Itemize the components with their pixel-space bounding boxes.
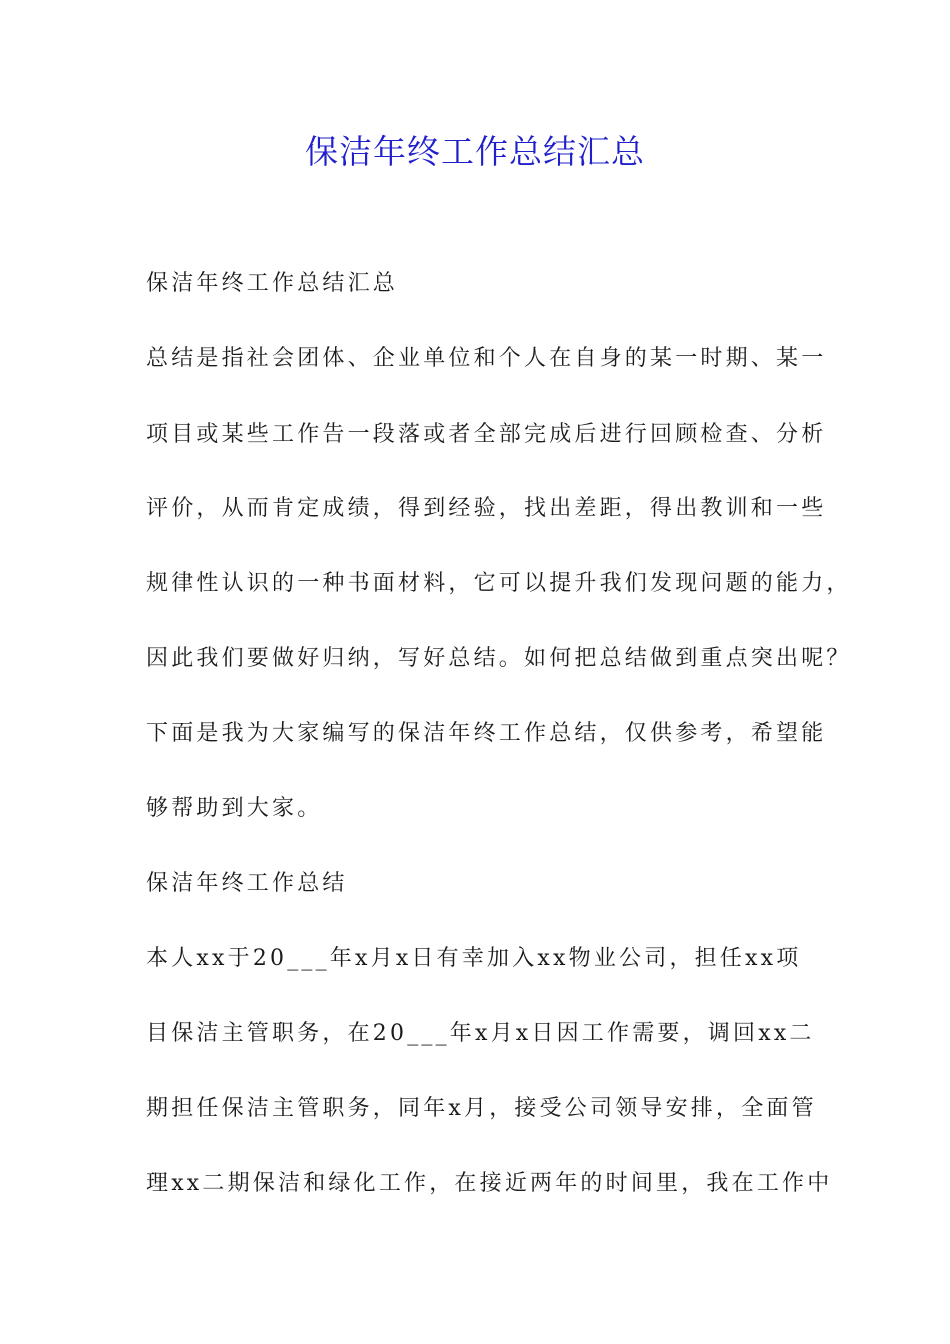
paragraph-line: 评价，从而肯定成绩，得到经验，找出差距，得出教训和一些: [146, 496, 827, 521]
paragraph-line: 项目或某些工作告一段落或者全部完成后进行回顾检查、分析: [146, 422, 827, 447]
paragraph-line: 期担任保洁主管职务，同年x月，接受公司领导安排，全面管: [146, 1096, 817, 1121]
paragraph-line: 规律性认识的一种书面材料，它可以提升我们发现问题的能力，: [146, 571, 852, 596]
paragraph-line: 总结是指社会团体、企业单位和个人在自身的某一时期、某一: [146, 346, 827, 371]
paragraph-line: 下面是我为大家编写的保洁年终工作总结，仅供参考，希望能: [146, 721, 827, 746]
subtitle-line: 保洁年终工作总结汇总: [146, 271, 399, 296]
document-title: 保洁年终工作总结汇总: [305, 132, 645, 171]
paragraph-line: 目保洁主管职务，在20___年x月x日因工作需要，调回xx二: [146, 1021, 815, 1046]
paragraph-line: 理xx二期保洁和绿化工作，在接近两年的时间里，我在工作中: [146, 1171, 833, 1196]
paragraph-line: 本人xx于20___年x月x日有幸加入xx物业公司，担任xx项: [146, 946, 802, 971]
section-heading: 保洁年终工作总结: [146, 871, 348, 896]
paragraph-line: 够帮助到大家。: [146, 796, 323, 821]
paragraph-line: 因此我们要做好归纳，写好总结。如何把总结做到重点突出呢？: [146, 646, 852, 671]
